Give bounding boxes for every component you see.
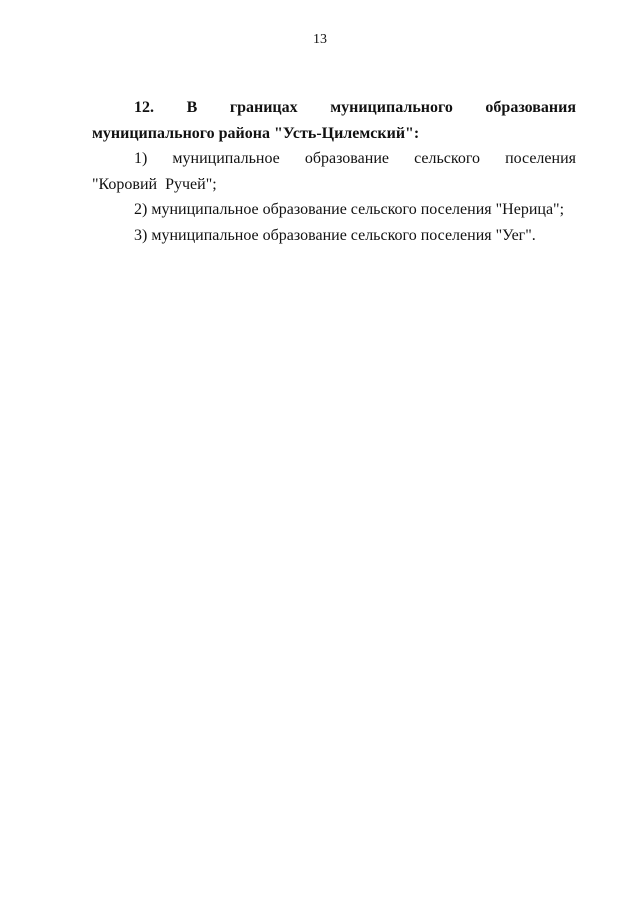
list-item: 3) муниципальное образование сельского поселения "Уег". <box>134 226 536 244</box>
page-number: 13 <box>313 32 327 47</box>
list-item: 2) муниципальное образование сельского поселения "Нерица"; <box>134 201 565 218</box>
section-heading: 12. В границах муниципального образования муниципального района "Усть-Цилемский": <box>92 99 576 142</box>
list-item: 1) муниципальное образование сельского поселения "Коровий Ручей"; <box>92 150 576 193</box>
section-body <box>92 95 576 248</box>
